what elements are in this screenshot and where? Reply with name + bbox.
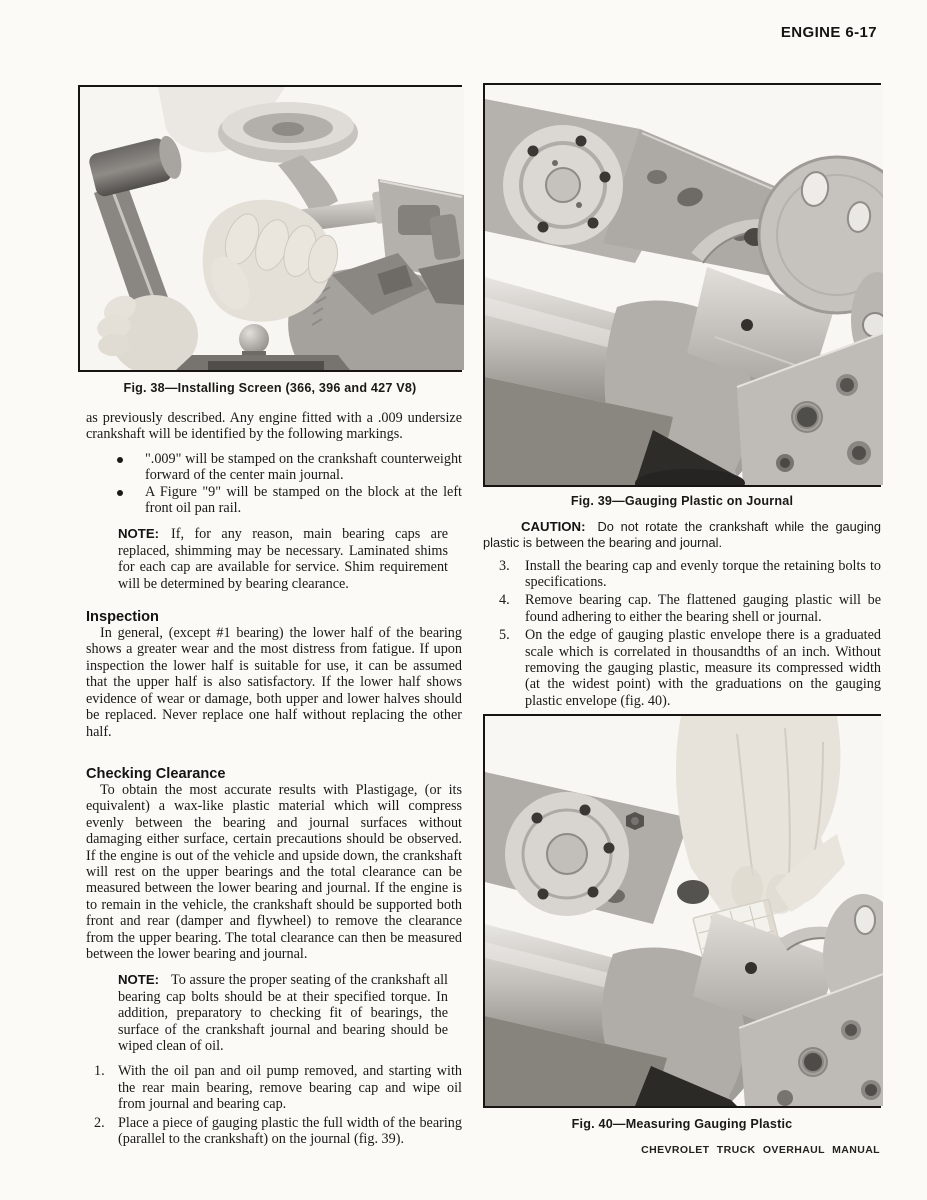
paragraph-inspection: In general, (except #1 bearing) the lower half of the bearing shows a greater wear and the most distress from fatigue. If upon inspection the lower half is suitable for use, it can be assumed that the upper half is also satisfactory. If the lower half shows evidence of wear or damage, both upper and lower halves should be replaced. Never replace one half without replacing the other half. (86, 625, 462, 740)
figure-40 (483, 714, 881, 1131)
fig40-caption: Fig. 40—Measuring Gauging Plastic (571, 1117, 793, 1132)
fig39-illustration (485, 85, 883, 485)
note-seating: NOTE: To assure the proper seating of the crankshaft all bearing cap bolts should be at their specified torque. In addition, preparatory to checking fit of bearings, the surface of the crankshaft journal and bearing should be wiped clean of oil. (118, 972, 448, 1054)
fig38-photo (78, 85, 462, 372)
bullet-list (86, 451, 462, 517)
fig39-caption: Fig. 39—Gauging Plastic on Journal (570, 494, 794, 508)
paragraph-intro: as previously described. Any engine fitted with a .009 undersize crankshaft will be identified by the following markings. (86, 410, 462, 443)
heading-checking-clearance: Checking Clearance (86, 765, 226, 782)
left-column (78, 85, 462, 1149)
step-item: 5. On the edge of gauging plastic envelope there is a graduated scale which is correlated in thousandths of an inch. Without removing the gauging plastic, measure its compressed width (at the widest point) with the graduations on the gauging plastic envelope (fig. 40). (499, 627, 881, 709)
numbered-steps-3-5 (483, 558, 881, 710)
bullet-dot (117, 457, 123, 463)
fig38-illustration (80, 87, 464, 370)
fig40-illustration (485, 716, 883, 1106)
fig40-photo (483, 714, 881, 1108)
step-item: 2. Place a piece of gauging plastic the full width of the bearing (parallel to the crankshaft) on the journal (fig. 39). (94, 1114, 462, 1148)
page-footer: CHEVROLET TRUCK OVERHAUL MANUAL (641, 1144, 880, 1156)
right-column (483, 83, 881, 1131)
bullet-item: ".009" will be stamped on the crankshaft counterweight forward of the center main journal. (86, 451, 462, 484)
fig38-caption: Fig. 38—Installing Screen (366, 396 and 427 V8) (123, 381, 417, 395)
step-item: 3. Install the bearing cap and evenly torque the retaining bolts to specifications. (499, 557, 881, 590)
heading-inspection: Inspection (86, 609, 159, 626)
note-shimming: NOTE: If, for any reason, main bearing caps are replaced, shimming may be necessary. Laminated shims for each cap are available for service. Shim requirement will be determined by bearing clearance. (118, 526, 448, 592)
numbered-steps-1-2 (86, 1063, 462, 1147)
figure-39 (483, 83, 881, 508)
page-header: ENGINE 6-17 (780, 24, 877, 41)
timing-flange-disc (503, 125, 623, 245)
step-item: 4. Remove bearing cap. The flattened gauging plastic will be found adhering to either the bearing shell or journal. (499, 592, 881, 625)
caution-block: CAUTION: Do not rotate the crankshaft while the gauging plastic is between the bearing and journal. (483, 519, 881, 550)
step-item: 1. With the oil pan and oil pump removed, and starting with the rear main bearing, remove bearing cap and wipe oil from journal and bearing cap. (94, 1063, 462, 1113)
figure-38 (78, 85, 462, 395)
bullet-item: A Figure "9" will be stamped on the block at the left front oil pan rail. (86, 484, 462, 517)
paragraph-checking-clearance: To obtain the most accurate results with Plastigage, (or its equivalent) a wax-like plastic material which will compress evenly between the bearing and journal surfaces without damaging either surface, certain precautions should be observed. If the engine is out of the vehicle and upside down, the crankshaft will rest on the upper bearings and the total clearance can be measured between the lower bearing and journal. If the engine is to remain in the vehicle, the crankshaft should be supported both front and rear (damper and flywheel) to remove the clearance from the upper bearing. The total clearance can then be measured between the lower bearing and journal. (86, 781, 462, 962)
left-text (78, 410, 462, 1147)
fig39-photo (483, 83, 881, 487)
bullet-dot (117, 490, 123, 496)
